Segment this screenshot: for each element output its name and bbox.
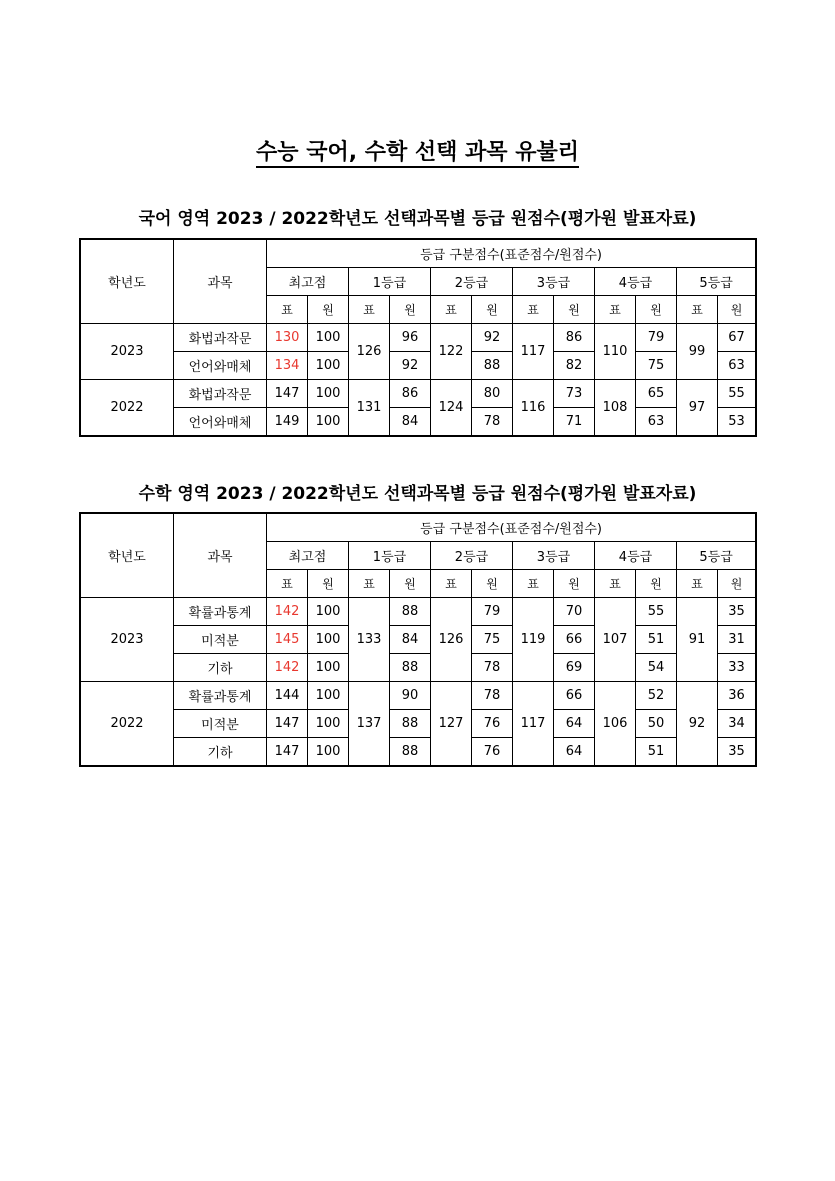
header-grade-group: 등급 구분점수(표준점수/원점수) [267,240,756,268]
subject-cell: 기하 [174,654,267,682]
grade-raw-cell: 51 [636,738,677,766]
table-row [81,710,756,738]
grade-raw-cell: 73 [554,380,595,408]
grade-std-cell: 110 [595,324,636,380]
grade-raw-cell: 78 [472,408,513,436]
header-raw: 원 [718,296,756,324]
header-std: 표 [349,570,390,598]
table-row [81,654,756,682]
grade-raw-cell: 63 [636,408,677,436]
grade-raw-cell: 88 [472,352,513,380]
grade-raw-cell: 51 [636,626,677,654]
grade-raw-cell: 70 [554,598,595,626]
grade-raw-cell: 55 [636,598,677,626]
header-std: 표 [513,570,554,598]
grade-raw-cell: 92 [472,324,513,352]
grade-raw-cell: 36 [718,682,756,710]
header-raw: 원 [390,570,431,598]
header-raw: 원 [472,296,513,324]
header-raw: 원 [308,296,349,324]
grade-raw-cell: 84 [390,408,431,436]
header-std: 표 [349,296,390,324]
grade-raw-cell: 88 [390,710,431,738]
grade-std-cell: 133 [349,598,390,682]
grade-raw-cell: 96 [390,324,431,352]
grade-std-cell: 137 [349,682,390,766]
header-top: 최고점 [267,542,349,570]
table-row [81,738,756,766]
grade-raw-cell: 52 [636,682,677,710]
grade-raw-cell: 86 [390,380,431,408]
grade-raw-cell: 76 [472,710,513,738]
header-raw: 원 [636,570,677,598]
grade-raw-cell: 66 [554,626,595,654]
header-g5: 5등급 [677,268,756,296]
header-std: 표 [267,570,308,598]
header-subject: 과목 [174,240,267,324]
grade-raw-cell: 31 [718,626,756,654]
grade-std-cell: 131 [349,380,390,436]
header-raw: 원 [308,570,349,598]
top-raw-cell: 100 [308,710,349,738]
header-g1: 1등급 [349,268,431,296]
header-top: 최고점 [267,268,349,296]
header-raw: 원 [554,570,595,598]
grade-raw-cell: 54 [636,654,677,682]
top-raw-cell: 100 [308,738,349,766]
header-std: 표 [595,296,636,324]
grade-raw-cell: 88 [390,598,431,626]
grade-raw-cell: 75 [472,626,513,654]
grade-raw-cell: 66 [554,682,595,710]
grade-raw-cell: 50 [636,710,677,738]
top-raw-cell: 100 [308,654,349,682]
header-std: 표 [677,570,718,598]
grade-raw-cell: 78 [472,682,513,710]
math-table-heading: 수학 영역 2023 / 2022학년도 선택과목별 등급 원점수(평가원 발표자료) [138,484,697,504]
header-raw: 원 [390,296,431,324]
grade-std-cell: 126 [431,598,472,682]
subject-cell: 화법과작문 [174,380,267,408]
header-std: 표 [595,570,636,598]
grade-std-cell: 91 [677,598,718,682]
top-raw-cell: 100 [308,682,349,710]
grade-std-cell: 117 [513,324,554,380]
grade-std-cell: 99 [677,324,718,380]
grade-std-cell: 92 [677,682,718,766]
header-raw: 원 [554,296,595,324]
grade-raw-cell: 63 [718,352,756,380]
grade-std-cell: 97 [677,380,718,436]
header-g1: 1등급 [349,542,431,570]
top-std-cell: 134 [267,352,308,380]
grade-raw-cell: 88 [390,738,431,766]
math-grade-table [80,513,756,766]
header-year: 학년도 [81,240,174,324]
top-raw-cell: 100 [308,380,349,408]
top-std-cell: 130 [267,324,308,352]
top-raw-cell: 100 [308,352,349,380]
subject-cell: 언어와매체 [174,352,267,380]
top-raw-cell: 100 [308,598,349,626]
grade-raw-cell: 64 [554,710,595,738]
header-g4: 4등급 [595,542,677,570]
grade-std-cell: 106 [595,682,636,766]
grade-raw-cell: 79 [636,324,677,352]
header-g2: 2등급 [431,268,513,296]
header-g4: 4등급 [595,268,677,296]
grade-raw-cell: 55 [718,380,756,408]
grade-std-cell: 119 [513,598,554,682]
grade-raw-cell: 90 [390,682,431,710]
table-row [81,380,756,408]
top-std-cell: 144 [267,682,308,710]
header-g5: 5등급 [677,542,756,570]
grade-raw-cell: 92 [390,352,431,380]
subject-cell: 기하 [174,738,267,766]
year-cell: 2022 [81,380,174,436]
top-std-cell: 142 [267,598,308,626]
subject-cell: 확률과통계 [174,682,267,710]
top-std-cell: 147 [267,380,308,408]
grade-raw-cell: 67 [718,324,756,352]
header-std: 표 [431,570,472,598]
subject-cell: 미적분 [174,710,267,738]
grade-raw-cell: 79 [472,598,513,626]
top-raw-cell: 100 [308,324,349,352]
header-std: 표 [677,296,718,324]
table-row [81,324,756,352]
table-row [81,598,756,626]
top-std-cell: 147 [267,738,308,766]
grade-std-cell: 127 [431,682,472,766]
grade-raw-cell: 64 [554,738,595,766]
header-std: 표 [431,296,472,324]
grade-raw-cell: 84 [390,626,431,654]
grade-raw-cell: 82 [554,352,595,380]
grade-raw-cell: 76 [472,738,513,766]
header-g2: 2등급 [431,542,513,570]
grade-raw-cell: 35 [718,738,756,766]
header-grade-group: 등급 구분점수(표준점수/원점수) [267,514,756,542]
page-title: 수능 국어, 수학 선택 과목 유불리 [0,135,835,166]
grade-raw-cell: 88 [390,654,431,682]
grade-raw-cell: 33 [718,654,756,682]
header-std: 표 [267,296,308,324]
grade-raw-cell: 80 [472,380,513,408]
top-std-cell: 147 [267,710,308,738]
table-row [81,682,756,710]
grade-raw-cell: 86 [554,324,595,352]
year-cell: 2023 [81,598,174,682]
top-std-cell: 142 [267,654,308,682]
grade-raw-cell: 65 [636,380,677,408]
grade-std-cell: 107 [595,598,636,682]
grade-raw-cell: 69 [554,654,595,682]
grade-std-cell: 124 [431,380,472,436]
table-row [81,352,756,380]
grade-raw-cell: 34 [718,710,756,738]
subject-cell: 화법과작문 [174,324,267,352]
subject-cell: 미적분 [174,626,267,654]
header-g3: 3등급 [513,542,595,570]
header-subject: 과목 [174,514,267,598]
grade-std-cell: 108 [595,380,636,436]
top-std-cell: 149 [267,408,308,436]
header-row [81,240,756,268]
grade-std-cell: 117 [513,682,554,766]
header-raw: 원 [472,570,513,598]
subject-cell: 언어와매체 [174,408,267,436]
header-year: 학년도 [81,514,174,598]
grade-raw-cell: 78 [472,654,513,682]
grade-std-cell: 122 [431,324,472,380]
grade-std-cell: 126 [349,324,390,380]
grade-raw-cell: 71 [554,408,595,436]
year-cell: 2022 [81,682,174,766]
header-raw: 원 [718,570,756,598]
top-std-cell: 145 [267,626,308,654]
grade-raw-cell: 35 [718,598,756,626]
korean-table-heading: 국어 영역 2023 / 2022학년도 선택과목별 등급 원점수(평가원 발표자료) [138,209,697,229]
header-std: 표 [513,296,554,324]
table-row [81,408,756,436]
grade-raw-cell: 53 [718,408,756,436]
header-g3: 3등급 [513,268,595,296]
top-raw-cell: 100 [308,626,349,654]
korean-grade-table [80,239,756,436]
top-raw-cell: 100 [308,408,349,436]
table-row [81,626,756,654]
grade-std-cell: 116 [513,380,554,436]
subject-cell: 확률과통계 [174,598,267,626]
year-cell: 2023 [81,324,174,380]
header-raw: 원 [636,296,677,324]
header-row [81,514,756,542]
grade-raw-cell: 75 [636,352,677,380]
